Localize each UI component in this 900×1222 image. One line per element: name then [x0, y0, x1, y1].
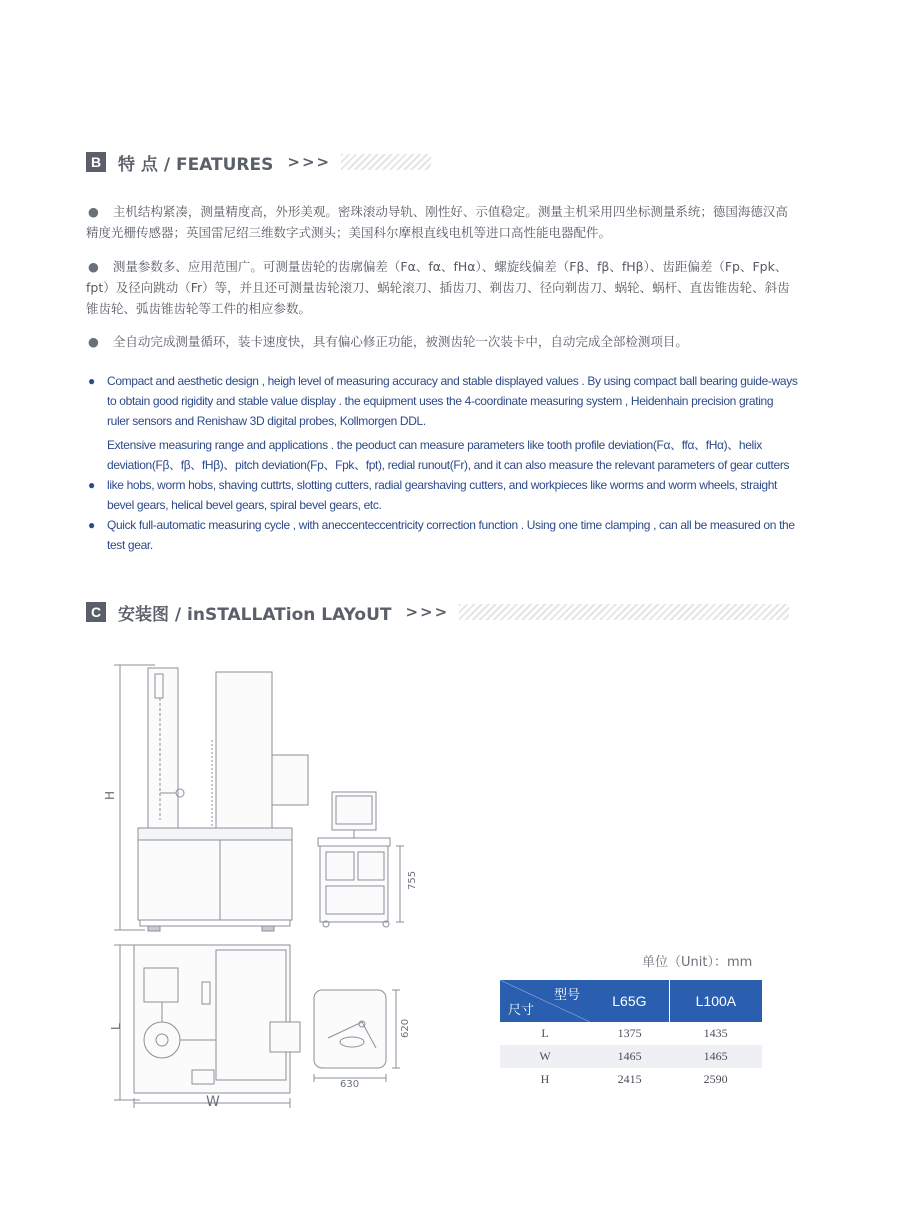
row-label: L [541, 1026, 549, 1040]
cell-value: 1465 [590, 1045, 669, 1068]
installation-arrows: >>> [405, 603, 450, 621]
header-size-label: 尺寸 [508, 1003, 535, 1018]
dim-label-l: L [109, 1023, 123, 1030]
row-label: H [540, 1072, 550, 1086]
dim-label-w: W [206, 1094, 220, 1110]
header-model-l100a: L100A [669, 980, 762, 1022]
en-feature-1 [86, 371, 798, 431]
table-row [500, 1068, 762, 1091]
bullet-icon: ● [88, 204, 99, 219]
en-feature-2-text: Extensive measuring range and applications . the peoduct can measure parameters like tooth profile deviation(Fα、ffα、fHα)、helix deviation(Fβ、fβ、fHβ)、pitch deviation(Fp、Fpk、fpt), redial runout(Fr), and it can also measure the relevant parameters of gear cutters like hobs, worm hobs, shaving cuttrts, slotting cutters, radial gearshaving cutters, and workpieces like worms and worm wheels, straight bevel gears, helical bevel gears, spiral bevel gears, etc. [107, 438, 790, 512]
dim-label-755: 755 [407, 870, 418, 890]
features-header [86, 150, 431, 174]
cell-value: 2415 [617, 1072, 642, 1086]
header-hatch-decoration [341, 154, 431, 170]
installation-title: 安装图 / inSTALLATion LAYoUT [118, 604, 392, 625]
header-model-l65g: L65G [590, 980, 669, 1022]
cn-feature-1-text: 主机结构紧凑，测量精度高，外形美观。密珠滚动导轨、刚性好、示值稳定。测量主机采用四坐标测量系统；德国海德汉高精度光栅传感器；英国雷尼绍三维数字式测头；美国科尔摩根直线电机等进口高性能电器配件。 [86, 204, 788, 240]
section-badge-b: B [86, 152, 106, 172]
installation-layout-drawing [100, 660, 440, 1110]
front-view-cabinet [318, 792, 404, 927]
cn-feature-2 [86, 256, 798, 319]
bullet-icon: ● [88, 518, 95, 532]
cell-value: 1435 [703, 1026, 728, 1040]
cell-value: 2590 [703, 1072, 728, 1086]
en-feature-3 [86, 515, 798, 555]
features-title: 特 点 / FEATURES [118, 154, 274, 175]
en-feature-1-text: Compact and aesthetic design , heigh level of measuring accuracy and stable displayed values . By using compact ball bearing guide-ways to obtain good rigidity and stable value display . the equipment uses the 4-coordinate measuring system , Heidenhain precision grating ruler sensors and Renishaw 3D digital probes, Kollmorgen DDL. [107, 374, 798, 428]
plan-view-machine [114, 945, 300, 1108]
spec-table [500, 980, 762, 1091]
header-model-label: 型号 [553, 988, 580, 1003]
cn-feature-2-text: 测量参数多、应用范围广。可测量齿轮的齿廓偏差（Fα、fα、fHα）、螺旋线偏差（Fβ、fβ、fHβ）、齿距偏差（Fp、Fpk、fpt）及径向跳动（Fr）等，并且还可测量齿轮滚刀、蜗轮滚刀、插齿刀、剃齿刀、径向剃齿刀、蜗轮、蜗杆、直齿锥齿轮、斜齿锥齿轮、弧齿锥齿轮等工件的相应参数。 [86, 259, 790, 316]
cn-feature-3 [86, 331, 798, 352]
header-hatch-decoration [459, 604, 789, 620]
table-row [500, 1045, 762, 1068]
bullet-icon: ● [88, 259, 99, 274]
plan-view-cabinet [314, 990, 400, 1082]
spec-header-corner [500, 980, 590, 1022]
installation-header [86, 600, 789, 624]
cell-value: 1375 [617, 1026, 642, 1040]
cn-feature-3-text: 全自动完成测量循环，装卡速度快，具有偏心修正功能，被测齿轮一次装卡中，自动完成全部检测项目。 [112, 334, 688, 349]
features-arrows: >>> [287, 153, 332, 171]
bullet-icon: ● [88, 478, 95, 492]
dim-label-630: 630 [340, 1079, 360, 1090]
cn-feature-1 [86, 201, 798, 243]
en-feature-list [86, 371, 798, 555]
dim-label-h: H [103, 790, 117, 800]
front-view-machine [114, 665, 308, 931]
en-feature-3-text: Quick full-automatic measuring cycle , with aneccenteccentricity correction function . Using one time clamping , can all be measured on the test gear. [107, 518, 795, 552]
table-row [500, 1022, 762, 1045]
dim-label-620: 620 [400, 1018, 411, 1038]
section-badge-c: C [86, 602, 106, 622]
en-feature-2 [86, 435, 798, 515]
bullet-icon: ● [88, 374, 95, 388]
bullet-icon: ● [88, 334, 99, 349]
spec-table-header [500, 980, 762, 1022]
row-label: W [500, 1045, 590, 1068]
unit-note: 单位（Unit）：mm [642, 955, 753, 970]
cell-value: 1465 [669, 1045, 762, 1068]
